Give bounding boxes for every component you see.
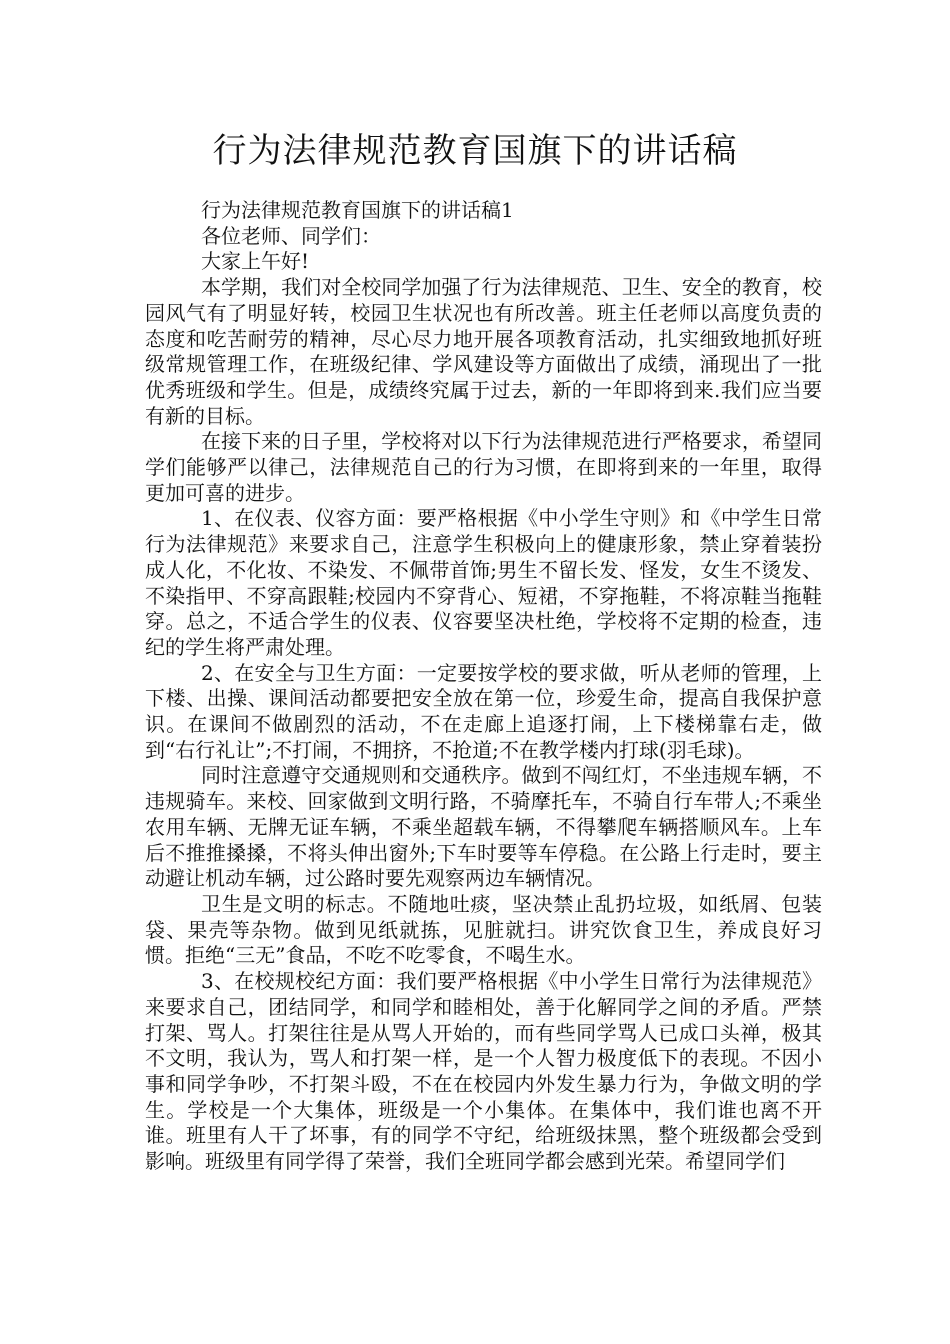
paragraph-requirements: 在接下来的日子里，学校将对以下行为法律规范进行严格要求，希望同学们能够严以律己，法律规范自己的行为习惯，在即将到来的一年里，取得更加可喜的进步。: [145, 429, 822, 505]
paragraph-discipline: 3、在校规校纪方面：我们要严格根据《中小学生日常行为法律规范》来要求自己，团结同学，和同学和睦相处，善于化解同学之间的矛盾。严禁打架、骂人。打架往往是从骂人开始的，而有些同学骂人已成口头禅，极其不文明，我认为，骂人和打架一样，是一个人智力极度低下的表现。不因小事和同学争吵，不打架斗殴，不在在校园内外发生暴力行为，争做文明的学生。学校是一个大集体，班级是一个小集体。在集体中，我们谁也离不开谁。班里有人干了坏事，有的同学不守纪，给班级抹黑，整个班级都会受到影响。班级里有同学得了荣誉，我们全班同学都会感到光荣。希望同学们: [145, 969, 822, 1174]
paragraph-heading: 行为法律规范教育国旗下的讲话稿1: [201, 198, 514, 222]
document-title: 行为法律规范教育国旗下的讲话稿: [212, 131, 738, 171]
paragraph-intro: 本学期，我们对全校同学加强了行为法律规范、卫生、安全的教育，校园风气有了明显好转，校园卫生状况也有所改善。班主任老师以高度负责的态度和吃苦耐劳的精神，尽心尽力地开展各项教育活动，扎实细致地抓好班级常规管理工作，在班级纪律、学风建设等方面做出了成绩，涌现出了一批优秀班级和学生。但是，成绩终究属于过去，新的一年即将到来.我们应当要有新的目标。: [145, 275, 822, 428]
paragraph-hygiene: 卫生是文明的标志。不随地吐痰，坚决禁止乱扔垃圾，如纸屑、包装袋、果壳等杂物。做到见纸就拣，见脏就扫。讲究饮食卫生，养成良好习惯。拒绝“三无”食品，不吃不吃零食，不喝生水。: [145, 891, 822, 968]
paragraph-salutation: 各位老师、同学们：: [201, 223, 381, 248]
document-body: [145, 198, 822, 1175]
paragraph-appearance: 1、在仪表、仪容方面：要严格根据《中小学生守则》和《中学生日常行为法律规范》来要求自己，注意学生积极向上的健康形象，禁止穿着装扮成人化，不化妆、不染发、不佩带首饰;男生不留长发、怪发，女生不烫发、不染指甲、不穿高跟鞋;校园内不穿背心、短裙，不穿拖鞋，不将凉鞋当拖鞋穿。总之，不适合学生的仪表、仪容要坚决杜绝，学校将不定期的检查，违纪的学生将严肃处理。: [145, 506, 822, 659]
paragraph-greeting: 大家上午好!: [201, 249, 310, 274]
paragraph-safety: 2、在安全与卫生方面：一定要按学校的要求做，听从老师的管理，上下楼、出操、课间活动都要把安全放在第一位，珍爱生命，提高自我保护意识。在课间不做剧烈的活动，不在走廊上追逐打闹，上下楼梯靠右走，做到“右行礼让”;不打闹，不拥挤，不抢道;不在教学楼内打球(羽毛球)。: [145, 660, 822, 762]
paragraph-traffic: 同时注意遵守交通规则和交通秩序。做到不闯红灯，不坐违规车辆，不违规骑车。来校、回家做到文明行路，不骑摩托车，不骑自行车带人;不乘坐农用车辆、无牌无证车辆，不乘坐超载车辆，不得攀爬车辆搭顺风车。上车后不推推搡搡，不将头伸出窗外;下车时要等车停稳。在公路上行走时，要主动避让机动车辆，过公路时要先观察两边车辆情况。: [145, 763, 822, 891]
